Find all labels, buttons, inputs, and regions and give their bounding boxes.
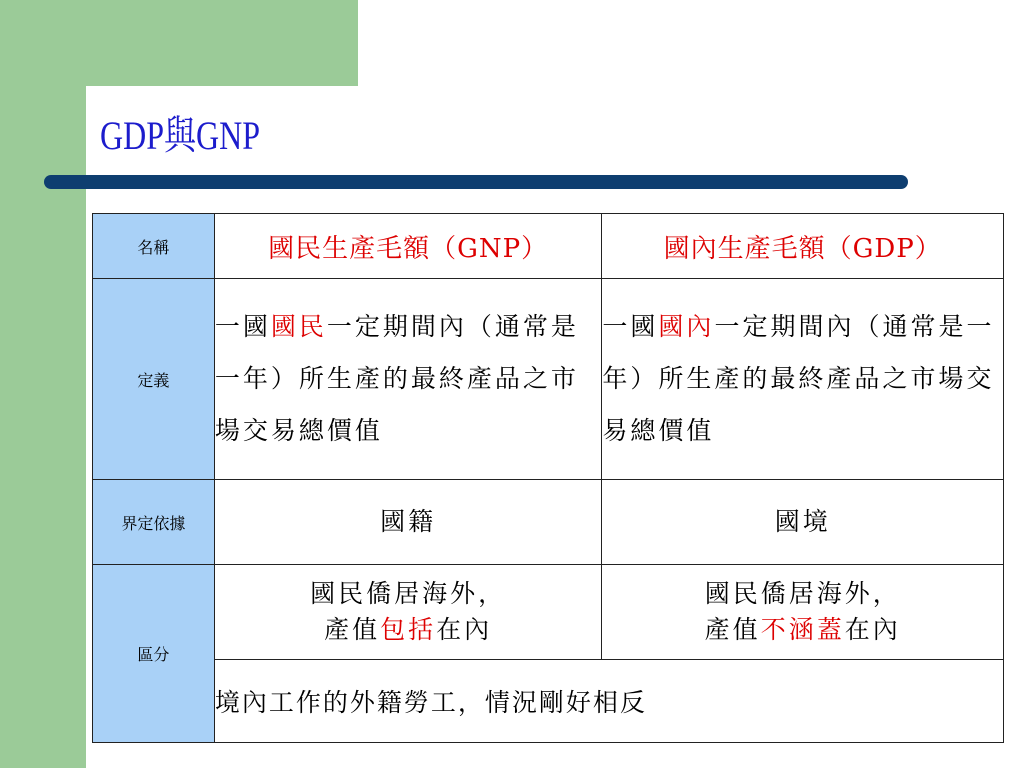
gdp-distinction-cell [602,565,1004,660]
header-name-cell: 名稱 [93,214,215,279]
top-green-band [0,0,358,86]
gdp-definition-pre: 一國 [602,312,659,341]
gnp-distinction-line1: 國民僑居海外， [310,579,507,608]
basis-label: 界定依據 [93,480,215,565]
gdp-definition-highlight: 國內 [658,312,715,341]
gnp-distinction-post: 在內 [436,615,493,644]
gdp-definition-post: 一定期間內（通常是一年）所生產的最終產品之市場交易總價值 [602,312,995,445]
basis-row [93,480,1004,565]
gnp-definition-highlight: 國民 [270,312,327,341]
definition-label: 定義 [93,279,215,480]
distinction-row [93,565,1004,660]
gnp-definition-cell [214,279,602,480]
gdp-basis-cell: 國境 [602,480,1004,565]
gnp-distinction-line2 [215,612,602,648]
header-row [93,214,1004,279]
gdp-distinction-pre: 產值 [704,615,761,644]
gnp-distinction-highlight: 包括 [380,615,437,644]
gdp-distinction-post: 在內 [844,615,901,644]
sidebar-green-band [0,0,86,768]
gnp-definition-pre: 一國 [214,312,271,341]
gdp-definition-cell [602,279,1004,480]
definition-row [93,279,1004,480]
distinction-label: 區分 [93,565,215,743]
gnp-distinction-pre: 產值 [324,615,381,644]
gnp-basis-cell: 國籍 [214,480,602,565]
header-gdp-cell: 國內生產毛額（GDP） [602,214,1004,279]
foreign-workers-row [93,660,1004,743]
header-gnp-cell: 國民生產毛額（GNP） [214,214,602,279]
gdp-distinction-line1: 國民僑居海外， [704,579,901,608]
gnp-definition-post: 一定期間內（通常是一年）所生產的最終產品之市場交易總價值 [214,312,579,445]
comparison-table [92,213,1004,743]
gnp-distinction-cell [214,565,602,660]
gdp-distinction-highlight: 不涵蓋 [760,615,845,644]
foreign-workers-cell: 境內工作的外籍勞工，情況剛好相反 [214,660,1003,743]
gdp-distinction-line2 [602,612,1003,648]
title-divider [44,175,908,189]
slide-title: GDP與GNP [100,113,261,158]
